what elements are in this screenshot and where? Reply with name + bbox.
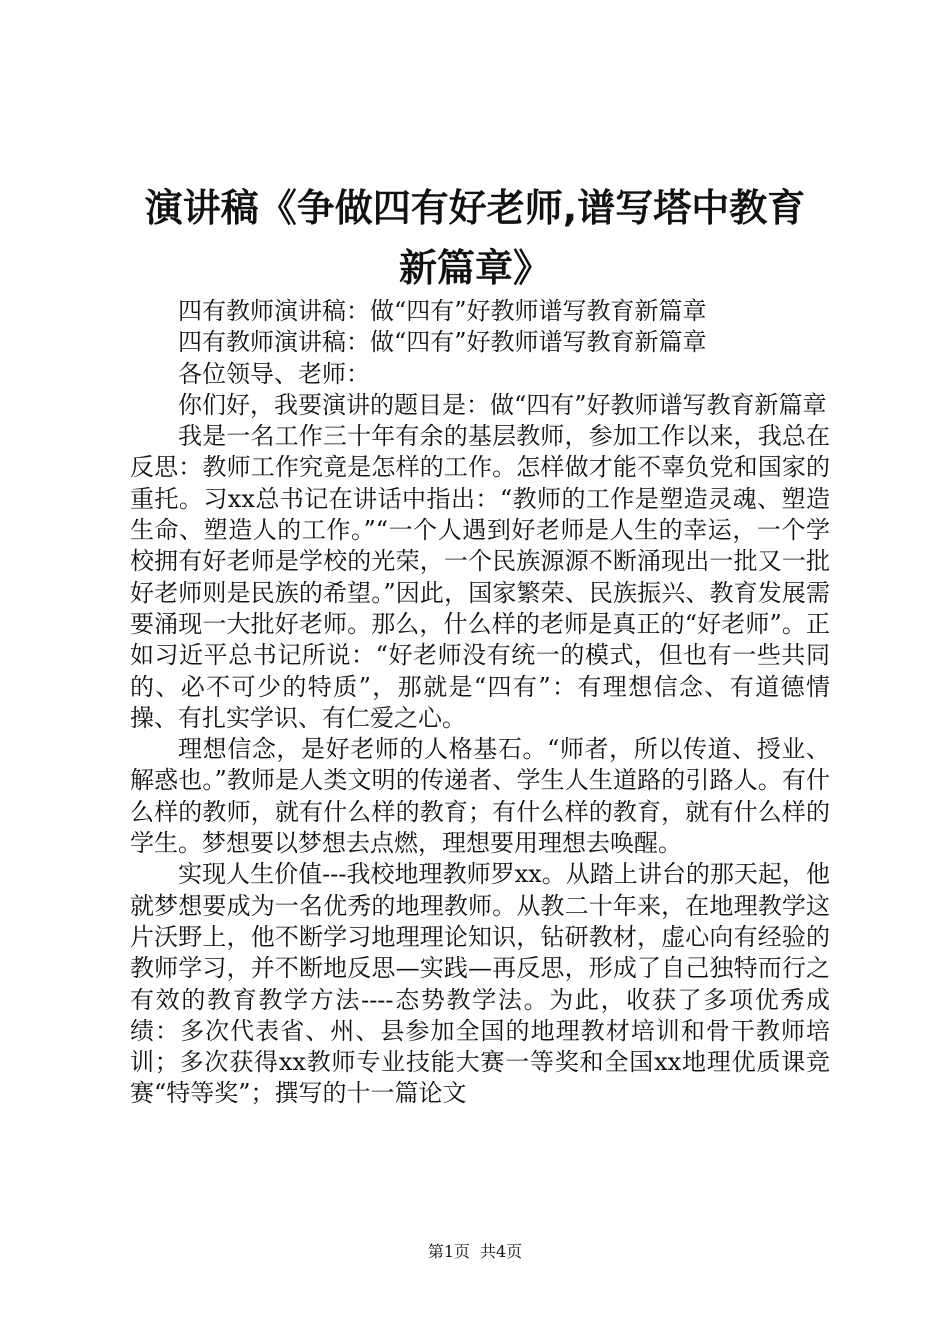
paragraph: 四有教师演讲稿：做“四有”好教师谱写教育新篇章: [178, 328, 707, 357]
document-title: 演讲稿《争做四有好老师,谱写塔中教育新篇章》: [144, 186, 806, 290]
paragraph: 实现人生价值---我校地理教师罗xx。从踏上讲台的那天起，他就梦想要成为一名优秀的地理教师。从教二十年来，在地理教学这片沃野上，他不断学习地理理论知识，钻研教材，虚心向有经验的教师学习，并不断地反思—实践—再反思，形成了自己独特而行之有效的教育教学方法----态势教学法。为此，收获了多项优秀成绩：多次代表省、州、县参加全国的地理教材培训和骨干教师培训；多次获得xx教师专业技能大赛一等奖和全国xx地理优质课竞赛“特等奖”；撰写的十一篇论文: [130, 860, 830, 1108]
salutation: 各位领导、老师：: [178, 359, 370, 388]
page-footer: [0, 1240, 950, 1264]
page-total: 共4页: [480, 1242, 523, 1261]
page-number: 第1页: [427, 1242, 470, 1261]
document-body: [130, 296, 830, 1110]
paragraph: 我是一名工作三十年有余的基层教师，参加工作以来，我总在反思：教师工作究竟是怎样的工作。怎样做才能不辜负党和国家的重托。习xx总书记在讲话中指出：“教师的工作是塑造灵魂、塑造生命、塑造人的工作。”“一个人遇到好老师是人生的幸运，一个学校拥有好老师是学校的光荣，一个民族源源不断涌现出一批又一批好老师则是民族的希望。”因此，国家繁荣、民族振兴、教育发展需要涌现一大批好老师。那么，什么样的老师是真正的“好老师”。正如习近平总书记所说：“好老师没有统一的模式，但也有一些共同的、必不可少的特质”，那就是“四有”：有理想信念、有道德情操、有扎实学识、有仁爱之心。: [130, 422, 830, 732]
paragraph: 四有教师演讲稿：做“四有”好教师谱写教育新篇章: [178, 297, 707, 325]
paragraph: 理想信念，是好老师的人格基石。“师者，所以传道、授业、解惑也。”教师是人类文明的传递者、学生人生道路的引路人。有什么样的教师，就有什么样的教育；有什么样的教育，就有什么样的学生。梦想要以梦想去点燃，理想要用理想去唤醒。: [130, 735, 830, 858]
paragraph: 你们好，我要演讲的题目是：做“四有”好教师谱写教育新篇章: [178, 390, 827, 419]
